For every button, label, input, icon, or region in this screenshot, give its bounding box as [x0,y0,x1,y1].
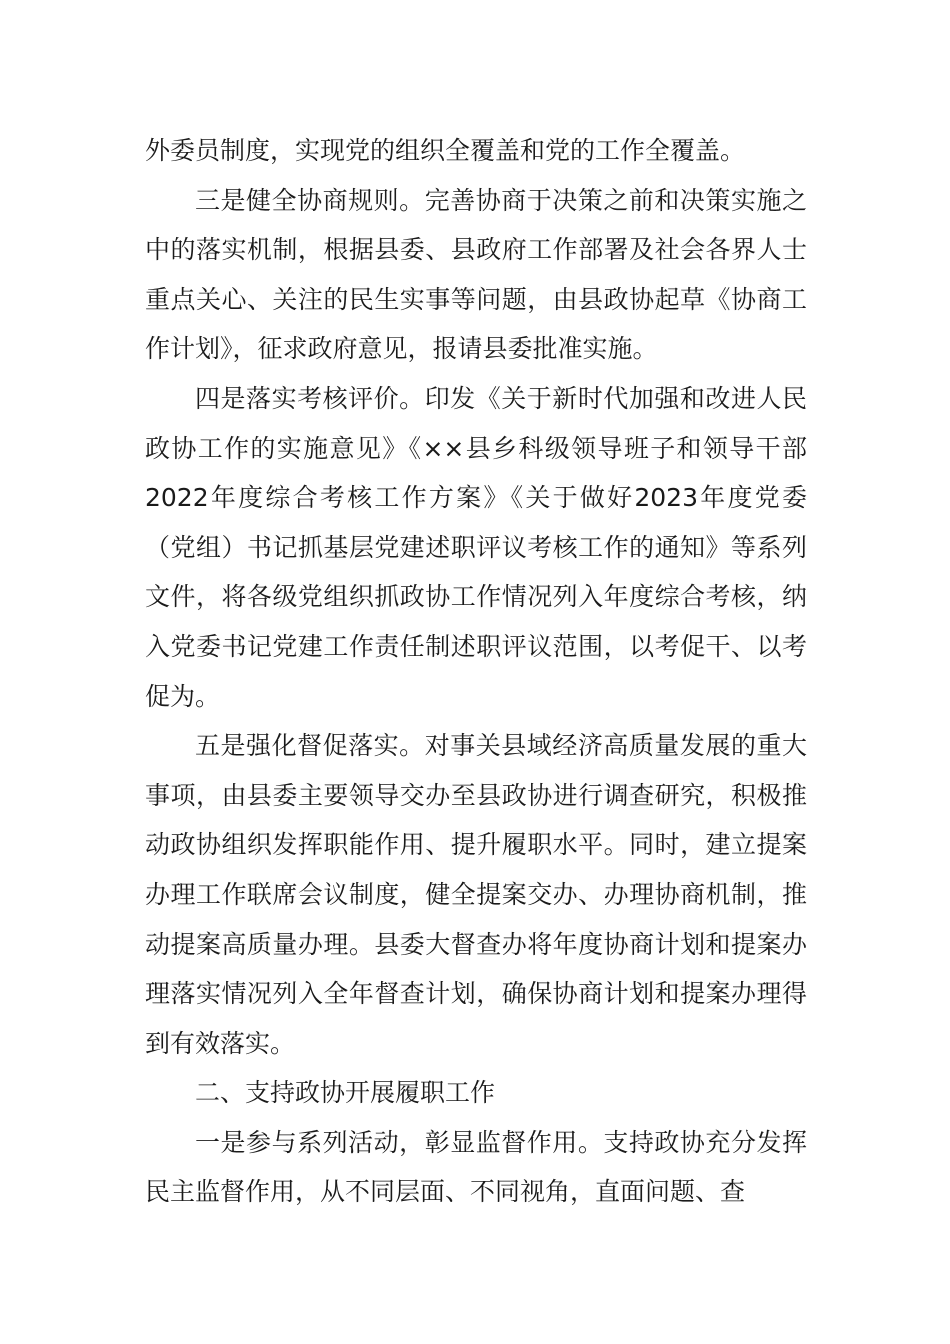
document-body [145,126,807,1217]
paragraph-continuation: 外委员制度，实现党的组织全覆盖和党的工作全覆盖。 [145,136,746,165]
paragraph-consultation-rules: 三是健全协商规则。完善协商于决策之前和决策实施之中的落实机制，根据县委、县政府工作部署及社会各界人士重点关心、关注的民生实事等问题，由县政协起草《协商工作计划》，征求政府意见，报请县委批准实施。 [145,185,807,364]
section-heading: 二、支持政协开展履职工作 [195,1078,496,1108]
paragraph-activities: 一是参与系列活动，彰显监督作用。支持政协充分发挥民主监督作用，从不同层面、不同视角，直面问题、查 [145,1127,807,1207]
paragraph-supervision: 五是强化督促落实。对事关县域经济高质量发展的重大事项，由县委主要领导交办至县政协进行调查研究，积极推动政协组织发挥职能作用、提升履职水平。同时，建立提案办理工作联席会议制度，健全提案交办、办理协商机制，推动提案高质量办理。县委大督查办将年度协商计划和提案办理落实情况列入全年督查计划，确保协商计划和提案办理得到有效落实。 [145,731,807,1058]
paragraph-assessment: 四是落实考核评价。印发《关于新时代加强和改进人民政协工作的实施意见》《××县乡科级领导班子和领导干部2022年度综合考核工作方案》《关于做好2023年度党委（党组）书记抓基层党建述职评议考核工作的通知》等系列文件，将各级党组织抓政协工作情况列入年度综合考核，纳入党委书记党建工作责任制述职评议范围，以考促干、以考促为。 [145,383,807,711]
